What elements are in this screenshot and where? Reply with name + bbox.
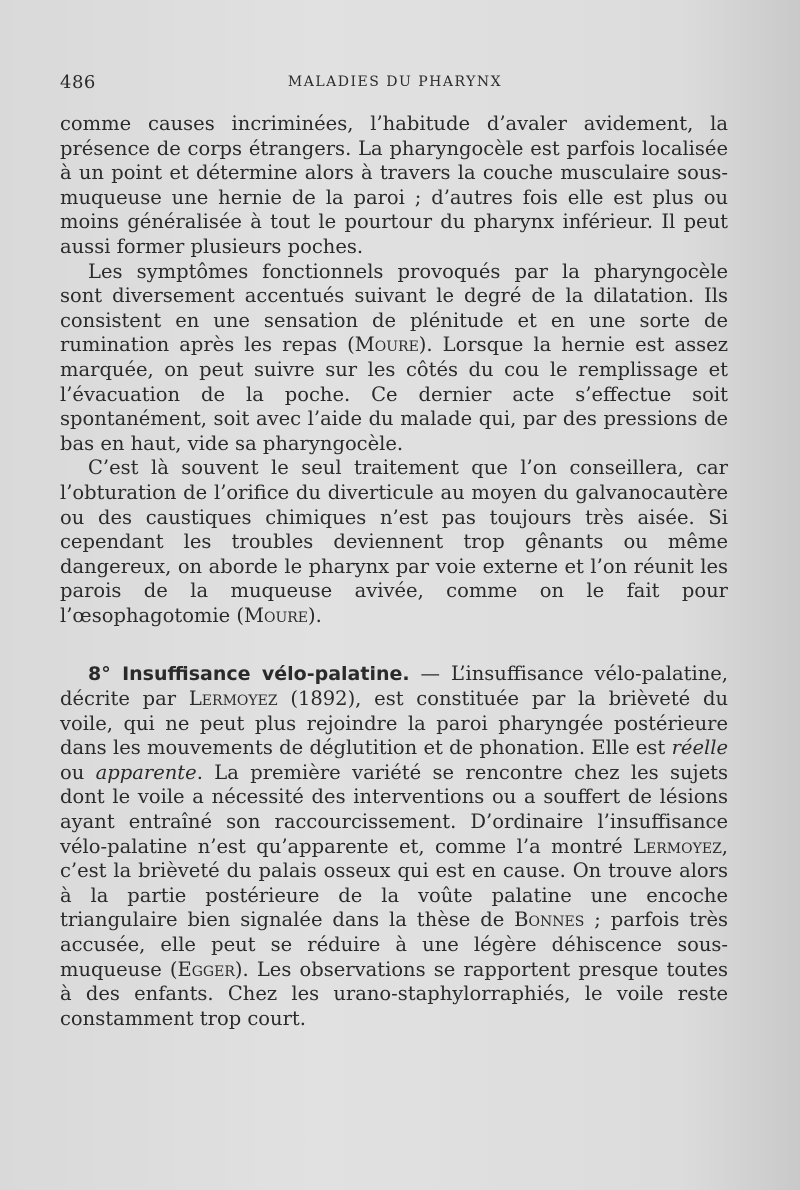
author-name: Lermoyez bbox=[188, 687, 278, 711]
paragraph-4-text-d: . La première variété se rencontre chez les sujets dont le voile a nécessité des interventions ou a souffert de lésions ayant entraîné son raccourcissement. D’ordinaire l’insuffisance vélo-palatine n’est qu’apparente et, comme l’a montré bbox=[60, 760, 728, 858]
page-number: 486 bbox=[60, 72, 96, 93]
paragraph-4 bbox=[60, 662, 728, 1031]
page-body bbox=[60, 112, 728, 1031]
paragraph-3-text-a: C’est là souvent le seul traitement que l’on conseillera, car l’obturation de l’orifice du diverticule au moyen du galvanocautère ou des caustiques chimiques n’est pas toujours très aisée. Si cependant les troubles deviennent trop gênants ou même dangereux, on aborde le pharynx par voie externe et l’on réunit les parois de la muqueuse avivée, comme on le fait pour l’œsophagotomie ( bbox=[60, 456, 728, 627]
author-name: Lermoyez bbox=[633, 834, 722, 858]
page-header bbox=[60, 72, 730, 100]
paragraph-4-text-e: , c’est la brièveté du palais osseux qui est en cause. On trouve alors à la partie postérieure de la voûte palatine une encoche triangulaire bien signalée dans la thèse de bbox=[60, 834, 728, 932]
section-heading: 8° Insuffisance vélo-palatine. bbox=[88, 663, 410, 686]
paragraph-4-text-f: ; parfois très accusée, elle peut se réduire à une légère déhiscence sous-muqueuse ( bbox=[60, 908, 728, 981]
paragraph-2-text-b: ). Lorsque la hernie est assez marquée, on peut suivre sur les côtés du cou le remplissage et l’évacuation de la poche. Ce dernier acte s’effectue soit spontanément, soit avec l’aide du malade qui, par des pressions de bas en haut, vide sa pharyngocèle. bbox=[60, 333, 728, 455]
paragraph-4-text-c: ou bbox=[60, 760, 96, 784]
paragraph-4-text-g: ). Les observations se rapportent presque toutes à des enfants. Chez les urano-staphylorraphiés, le voile reste constamment trop court. bbox=[60, 957, 728, 1030]
paragraph-4-text-b: (1892), est constituée par la brièveté du voile, qui ne peut plus rejoindre la paroi pharyngée postérieure dans les mouvements de déglutition et de phonation. Elle est bbox=[60, 687, 728, 760]
paragraph-1: comme causes incriminées, l’habitude d’avaler avidement, la présence de corps étrangers. La pharyngocèle est parfois localisée à un point et détermine alors à travers la couche musculaire sous-muqueuse une hernie de la paroi ; d’autres fois elle est plus ou moins généralisée à tout le pourtour du pharynx inférieur. Il peut aussi former plusieurs poches. bbox=[60, 112, 728, 258]
author-name: Bonnes bbox=[514, 908, 585, 932]
paragraph-3-text-b: ). bbox=[308, 603, 322, 627]
paragraph-2-text-a: Les symptômes fonctionnels provoqués par la pharyngocèle sont diversement accentués suivant le degré de la dilatation. Ils consistent en une sensation de plénitude et en une sorte de rumination après les repas ( bbox=[60, 259, 728, 357]
paragraph-4-text-a: — L’insuffisance vélo-palatine, décrite par bbox=[60, 662, 728, 711]
running-title: MALADIES DU PHARYNX bbox=[287, 74, 503, 90]
author-name: Moure bbox=[244, 603, 309, 627]
author-name: Egger bbox=[177, 957, 235, 981]
paragraph-3 bbox=[60, 456, 728, 628]
italic-term: réelle bbox=[671, 736, 728, 760]
paragraph-2 bbox=[60, 260, 728, 457]
author-name: Moure bbox=[354, 333, 419, 357]
section-spacer bbox=[60, 628, 728, 662]
italic-term: apparente bbox=[95, 760, 197, 784]
